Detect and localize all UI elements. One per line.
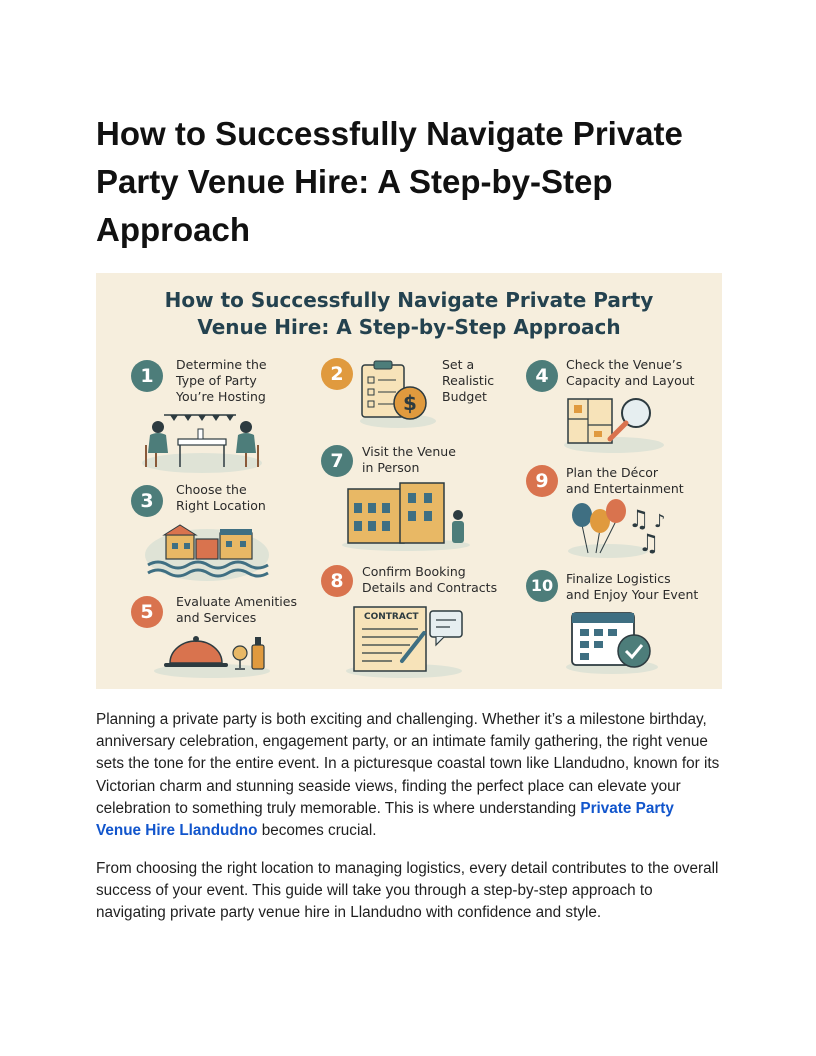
venue-hire-link[interactable]: Private Party Venue Hire Llandudno	[96, 799, 674, 840]
seaside-town-icon	[144, 521, 270, 583]
contract-doc-label: CONTRACT	[364, 612, 419, 622]
step-3-label	[176, 482, 266, 514]
step-10-label	[566, 571, 698, 603]
step-1-badge: 1	[131, 360, 163, 392]
step-2-badge: 2	[321, 358, 353, 390]
page-title: How to Successfully Navigate Private Party Venue Hire: A Step-by-Step Approach	[96, 115, 683, 248]
step-2-line: Set a	[442, 357, 475, 372]
step-3-line: Right Location	[176, 498, 266, 513]
floorplan-magnifier-icon	[562, 393, 674, 453]
step-3-badge: 3	[131, 485, 163, 517]
step-1-line: Type of Party	[176, 373, 257, 388]
infographic-title	[96, 287, 722, 341]
dinner-party-icon	[136, 405, 266, 473]
step-8-line: Details and Contracts	[362, 580, 498, 595]
step-10-line: Finalize Logistics	[566, 571, 671, 586]
step-4-badge: 4	[526, 360, 558, 392]
step-2-line: Realistic	[442, 373, 495, 388]
step-4-line: Check the Venue’s	[566, 357, 683, 372]
step-1-line: You’re Hosting	[176, 389, 266, 404]
infographic-title-line-1: How to Successfully Navigate Private Party	[164, 288, 654, 312]
svg-text:♫: ♫	[628, 505, 650, 533]
guide-paragraph: From choosing the right location to managing logistics, every detail contributes to the overall success of your event. This guide will take you through a step-by-step approach to navigating private party venue hire in Llandudno with confidence and style.	[96, 860, 719, 922]
step-9-line: and Entertainment	[566, 481, 684, 496]
step-8-label	[362, 564, 497, 596]
infographic-title-line-2: Venue Hire: A Step-by-Step Approach	[197, 315, 621, 339]
step-9-line: Plan the Décor	[566, 465, 659, 480]
catering-cloche-icon	[152, 629, 272, 679]
step-10-line: and Enjoy Your Event	[566, 587, 699, 602]
step-4-label	[566, 357, 695, 389]
svg-text:♪: ♪	[654, 511, 666, 532]
step-2-line: Budget	[442, 389, 487, 404]
step-9-badge: 9	[526, 465, 558, 497]
intro-paragraph	[96, 709, 722, 842]
balloons-music-icon	[566, 499, 676, 559]
calendar-check-icon	[564, 607, 664, 675]
budget-checklist-icon	[358, 359, 438, 429]
step-1-label	[176, 357, 267, 405]
step-7-label	[362, 444, 456, 476]
step-9-label	[566, 465, 684, 497]
step-7-badge: 7	[321, 445, 353, 477]
step-5-label	[176, 594, 297, 626]
contract-icon	[344, 603, 474, 679]
svg-text:♫: ♫	[638, 529, 660, 557]
step-5-line: Evaluate Amenities	[176, 594, 297, 609]
step-4-line: Capacity and Layout	[566, 373, 695, 388]
step-2-label	[442, 357, 494, 405]
step-8-line: Confirm Booking	[362, 564, 466, 579]
infographic-image	[96, 273, 722, 689]
step-3-line: Choose the	[176, 482, 247, 497]
svg-text:$: $	[403, 391, 417, 415]
intro-text: Planning a private party is both exciting and challenging. Whether it’s a milestone birthday, anniversary celebration, engagement party, or an intimate family gathering, the right venue sets the tone for the entire event. In a picturesque coastal town like Llandudno, known for its Victorian charm and stunning seaside views, finding the perfect place can elevate your celebration to something truly memorable. This is where understanding	[96, 711, 720, 817]
step-1-line: Determine the	[176, 357, 267, 372]
step-7-line: Visit the Venue	[362, 444, 456, 459]
step-7-line: in Person	[362, 460, 420, 475]
step-10-badge: 10	[526, 570, 558, 602]
intro-text-end: becomes crucial.	[257, 822, 377, 840]
venue-building-icon	[340, 479, 472, 551]
step-8-badge: 8	[321, 565, 353, 597]
step-5-line: and Services	[176, 610, 257, 625]
step-5-badge: 5	[131, 596, 163, 628]
